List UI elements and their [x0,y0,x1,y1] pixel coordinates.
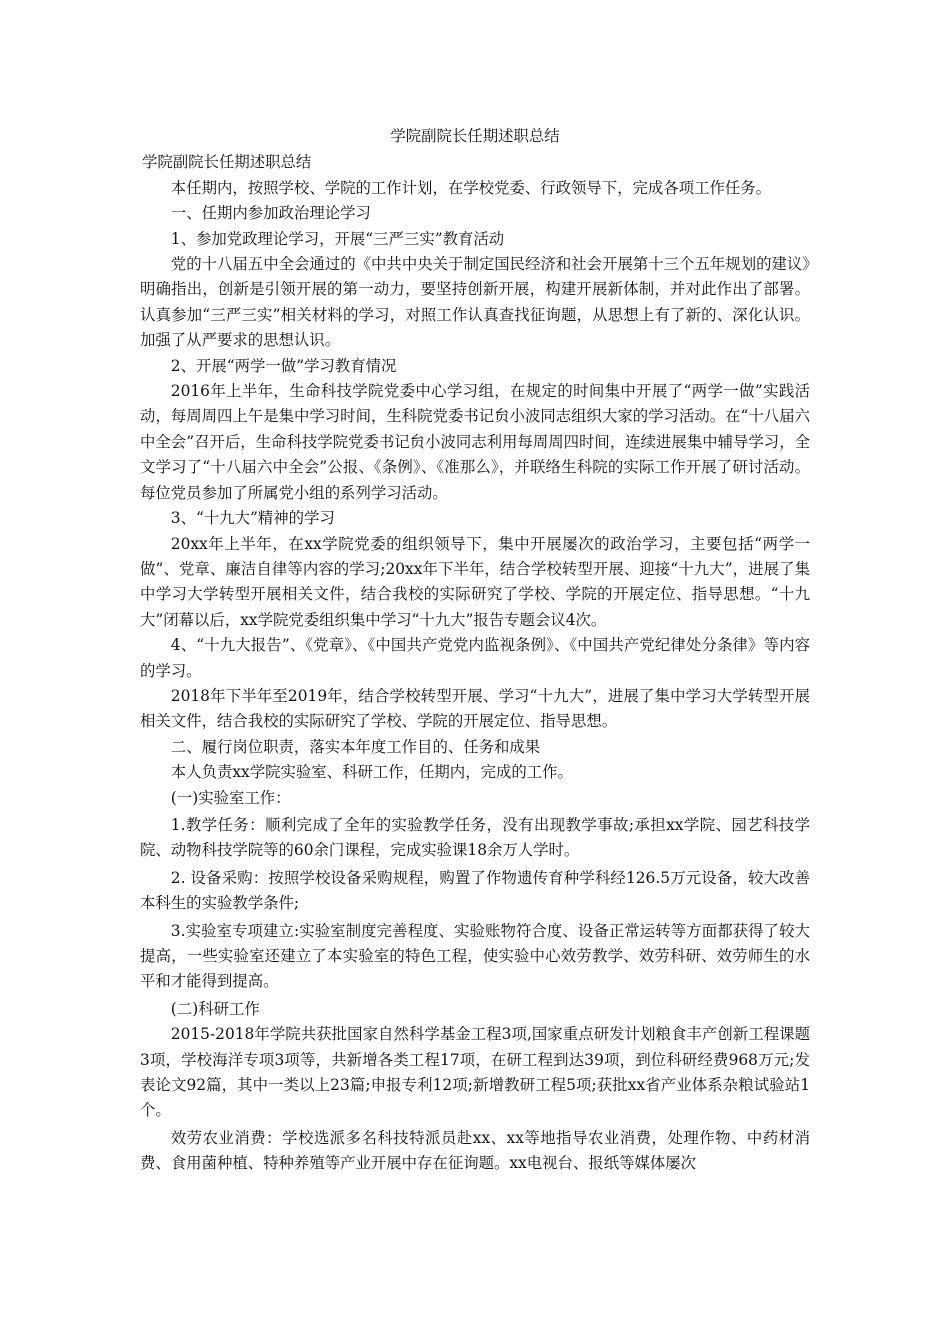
paragraph-1-3: 20xx年上半年，在xx学院党委的组织领导下，集中开展屡次的政治学习，主要包括“两学一做”、党章、廉洁自律等内容的学习;20xx年下半年，结合学校转型开展、迎接“十九大”，进展了集中学习大学转型开展相关文件，结合我校的实际研究了学校、学院的开展定位、指导思想。“十九大”闭幕以后，xx学院党委组织集中学习“十九大”报告专题会议4次。 [140,534,810,629]
paragraph-1-2: 2016年上半年，生命科技学院党委中心学习组，在规定的时间集中开展了“两学一做”实践活动，每周周四上午是集中学习时间，生科院党委书记贠小波同志组织大家的学习活动。在“十八届六中全会”召开后，生命科技学院党委书记贠小波同志利用每周周四时间，连续进展集中辅导学习，全文学习了“十八届六中全会”公报、《条例》、《准那么》，并联络生科院的实际工作开展了研讨活动。每位党员参加了所属党小组的系列学习活动。 [140,382,810,502]
heading-1-3: 3、“十九大”精神的学习 [170,509,335,528]
paragraph-2-intro: 本人负责xx学院实验室、科研工作，任期内，完成的工作。 [170,763,573,782]
document-title: 学院副院长任期述职总结 [390,127,560,145]
document-body [140,124,810,1177]
heading-section-2: 二、履行岗位职责，落实本年度工作目的、任务和成果 [170,737,541,756]
heading-section-1: 一、任期内参加政治理论学习 [170,204,371,223]
paragraph-2-1-teaching: 1.教学任务：顺利完成了全年的实验教学任务，没有出现教学事故;承担xx学院、园艺科技学院、动物科技学院等的60余门课程，完成实验课18余万人学时。 [140,815,810,860]
heading-2-1: (一)实验室工作： [170,788,291,807]
paragraph-2-1-equipment: 2. 设备采购：按照学校设备采购规程，购置了作物遗传育种学科经126.5万元设备，较大改善本科生的实验教学条件; [140,868,810,913]
paragraph-2-2-research: 2015-2018年学院共获批国家自然科学基金工程3项,国家重点研发计划粮食丰产创新工程课题3项，学校海洋专项3项等，共新增各类工程17项，在研工程到达39项，到位科研经费968万元;发表论文92篇，其中一类以上23篇;申报专利12项;新增教研工程5项;获批xx省产业体系杂粮试验站1个。 [140,1025,810,1120]
heading-1-2: 2、开展“两学一做”学习教育情况 [170,356,397,375]
paragraph-1-4: 2018年下半年至2019年，结合学校转型开展、学习“十九大”，进展了集中学习大学转型开展相关文件，结合我校的实际研究了学校、学院的开展定位、指导思想。 [140,686,810,731]
heading-1-4: 4、“十九大报告”、《党章》、《中国共产党党内监视条例》、《中国共产党纪律处分条律》等内容的学习。 [140,636,810,680]
heading-1-1: 1、参加党政理论学习，开展“三严三实”教育活动 [170,229,505,248]
heading-2-2: (二)科研工作 [170,999,260,1018]
document-subtitle: 学院副院长任期述职总结 [142,153,312,172]
paragraph-2-2-service: 效劳农业消费：学校选派多名科技特派员赴xx、xx等地指导农业消费，处理作物、中药材消费、食用菌种植、特种养殖等产业开展中存在征询题。xx电视台、报纸等媒体屡次 [140,1128,810,1173]
paragraph-intro: 本任期内，按照学校、学院的工作计划，在学校党委、行政领导下，完成各项工作任务。 [170,178,772,197]
paragraph-1-1: 党的十八届五中全会通过的《中共中央关于制定国民经济和社会开展第十三个五年规划的建议》明确指出，创新是引领开展的第一动力，要坚持创新开展，构建开展新体制，并对此作出了部署。认真参加“三严三实”相关材料的学习，对照工作认真查找征询题，从思想上有了新的、深化认识。加强了从严要求的思想认识。 [140,255,810,350]
paragraph-2-1-lab: 3.实验室专项建立:实验室制度完善程度、实验账物符合度、设备正常运转等方面都获得了较大提高，一些实验室还建立了本实验室的特色工程，使实验中心效劳教学、效劳科研、效劳师生的水平和才能得到提高。 [140,921,810,991]
